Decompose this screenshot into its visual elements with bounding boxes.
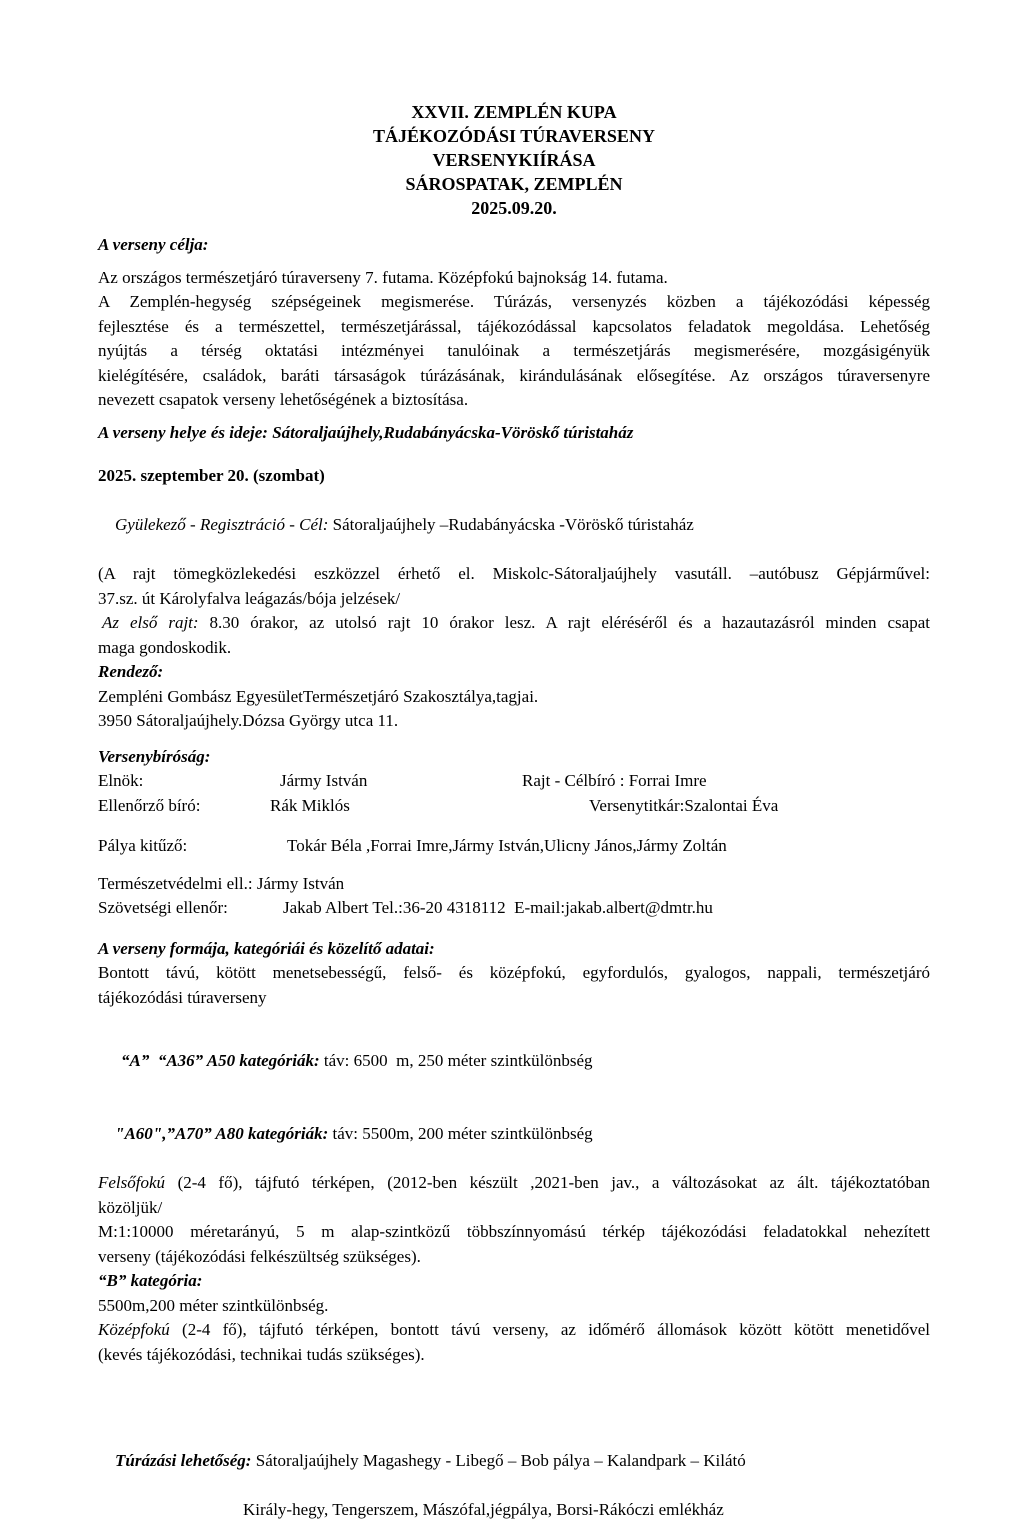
category-a60-line [98,1098,930,1172]
kozepfoku-line [98,1318,930,1343]
format-line: tájékozódási túraverseny [98,986,930,1011]
organizer-name: Zempléni Gombász EgyesületTermészetjáró Szakosztálya,tagjai. [98,685,930,710]
start-value: 8.30 órakor, az utolsó rajt 10 órakor lesz. A rajt eléréséről és a hazautazásról minden csapat [199,613,930,632]
section-heading-format: A verseny formája, kategóriái és közelítő adatai: [98,937,930,962]
paragraph-line: nyújtás a térség oktatási intézményei tanulóinak a természetjárás megismerésére, mozgásigényük [98,339,930,364]
course-setter-names: Tokár Béla ,Forrai Imre,Jármy István,Ulicny János,Jármy Zoltán [287,834,727,859]
paragraph-line: A Zemplén-hegység szépségeinek megismerése. Túrázás, versenyzés közben a tájékozódási képesség [98,290,930,315]
start-label: Az első rajt: [102,613,199,632]
jury-role-label: Ellenőrző bíró: [98,794,200,819]
category-a-line [98,1024,930,1098]
felsofoku-line: közöljük/ [98,1196,930,1221]
federation-inspector-value: Jakab Albert Tel.:36-20 4318112 E-mail:jakab.albert@dmtr.hu [283,896,713,921]
title-line: SÁROSPATAK, ZEMPLÉN [98,172,930,196]
category-a60-value: táv: 5500m, 200 méter szintkülönbség [328,1124,592,1143]
section-heading-purpose: A verseny célja: [98,233,930,258]
course-setter-label: Pálya kitűző: [98,834,187,859]
course-setter-row [98,834,930,859]
kozepfoku-label: Középfokú [98,1320,170,1339]
paragraph-line: fejlesztése és a természettel, természetjárással, tájékozódással kapcsolatos feladatok megoldása. Lehetőség [98,315,930,340]
felsofoku-line [98,1171,930,1196]
felsofoku-rest: (2-4 fő), tájfutó térképen, (2012-ben készült ,2021-ben jav., a változásokat az ált. tájékoztatóban [165,1173,930,1192]
jury-member-name: Jármy István [280,769,367,794]
paragraph-line: nevezett csapatok verseny lehetőségének a biztosítása. [98,388,930,413]
section-heading-jury: Versenybíróság: [98,745,930,770]
map-description-line: M:1:10000 méretarányú, 5 m alap-szintközű többszínnyomású térkép tájékozódási feladatokkal nehezített [98,1220,930,1245]
section-heading-organizer: Rendező: [98,660,930,685]
jury-row [98,794,930,819]
jury-role-label: Elnök: [98,769,143,794]
start-time-line: maga gondoskodik. [98,636,930,661]
title-line: VERSENYKIÍRÁSA [98,148,930,172]
access-line: 37.sz. út Károlyfalva leágazás/bója jelzések/ [98,587,930,612]
title-line: XXVII. ZEMPLÉN KUPA [98,100,930,124]
section-heading-category-b: “B” kategória: [98,1269,930,1294]
category-a-value: táv: 6500 m, 250 méter szintkülönbség [320,1051,593,1070]
jury-row [98,769,930,794]
access-line: (A rajt tömegközlekedési eszközzel érhető el. Miskolc-Sátoraljaújhely vasutáll. –autóbusz Gépjárművel: [98,562,930,587]
paragraph-line: kielégítésére, családok, baráti társaságok túrázásának, kirándulásának elősegítése. Az országos túraversenyre [98,364,930,389]
meeting-label: Gyülekező - Regisztráció - Cél: [115,515,328,534]
hiking-options-line [98,1424,930,1498]
meeting-value: Sátoraljaújhely –Rudabányácska -Vöröskő túristaház [328,515,693,534]
nature-conservation-line: Természetvédelmi ell.: Jármy István [98,872,930,897]
map-description-line: verseny (tájékozódási felkészültség szükséges). [98,1245,930,1270]
title-date: 2025.09.20. [98,196,930,220]
hiking-options-value: Sátoraljaújhely Magashegy - Libegő – Bob pálya – Kalandpark – Kilátó [251,1451,745,1470]
jury-member-name: Rák Miklós [270,794,350,819]
jury-role-value: Versenytitkár:Szalontai Éva [589,794,778,819]
kozepfoku-rest: (2-4 fő), tájfutó térképen, bontott távú verseny, az időmérő állomások között kötött menetidővel [170,1320,930,1339]
purpose-intro-line: Az országos természetjáró túraverseny 7. futama. Középfokú bajnokság 14. futama. [98,266,930,291]
purpose-paragraph [98,290,930,413]
category-a-label: “A” “A36” A50 kategóriák: [121,1051,320,1070]
federation-inspector-row [98,896,930,921]
title-line: TÁJÉKOZÓDÁSI TÚRAVERSENY [98,124,930,148]
event-date-heading: 2025. szeptember 20. (szombat) [98,464,930,489]
organizer-address: 3950 Sátoraljaújhely.Dózsa György utca 11. [98,709,930,734]
format-line: Bontott távú, kötött menetsebességű, felső- és középfokú, egyfordulós, gyalogos, nappali, természetjáró [98,961,930,986]
meeting-line [98,489,930,563]
category-b-line: 5500m,200 méter szintkülönbség. [98,1294,930,1319]
category-a60-label: "A60",”A70” A80 kategóriák: [115,1124,328,1143]
kozepfoku-line: (kevés tájékozódási, technikai tudás szükséges). [98,1343,930,1368]
hiking-options-line: Király-hegy, Tengerszem, Mászófal,jégpálya, Borsi-Rákóczi emlékház [243,1498,930,1522]
jury-role-value: Rajt - Célbíró : Forrai Imre [522,769,707,794]
start-time-line [98,611,930,636]
felsofoku-label: Felsőfokú [98,1173,165,1192]
document-title [98,100,930,220]
section-heading-venue: A verseny helye és ideje: Sátoraljaújhely,Rudabányácska-Vöröskő túristaház [98,421,930,446]
federation-inspector-label: Szövetségi ellenőr: [98,896,228,921]
hiking-options-label: Túrázási lehetőség: [115,1451,251,1470]
